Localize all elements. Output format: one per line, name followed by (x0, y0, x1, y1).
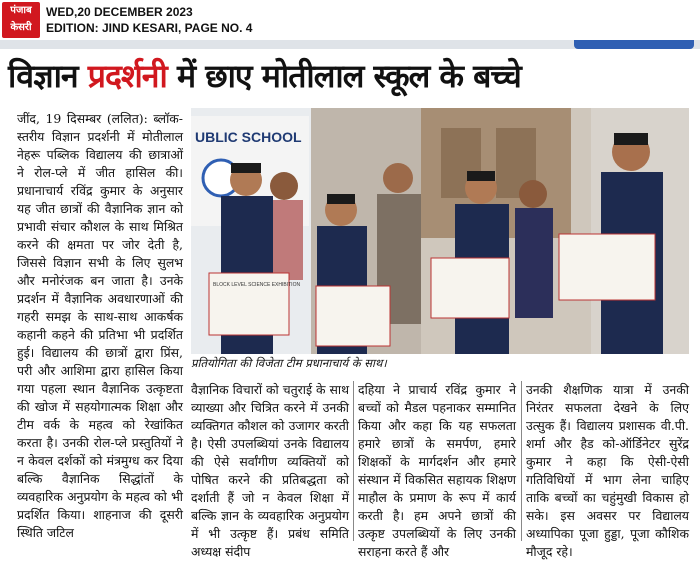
newspaper-logo (2, 2, 40, 38)
column-divider (521, 381, 522, 541)
logo-line2: केसरी (10, 22, 32, 33)
issue-date: WED,20 DECEMBER 2023 (46, 5, 193, 19)
headline (8, 56, 694, 96)
news-photo (191, 108, 689, 354)
article-column-2: वैज्ञानिक विचारों को चतुराई के साथ व्याख्या और चित्रित करने में उनकी व्यक्तिगत कौशल को उजागर करती है। ऐसी उपलब्धियां उनके विद्यालय की ऐसे सर्वांगीण व्यक्तियों को पोषित करने की प्रतिबद्धता को दर्शाती हैं जो न केवल शिक्षा में बल्कि ज्ञान के व्यवहारिक अनुप्रयोग में भी उत्कृष्ट हैं। प्रबंध समिति अध्यक्ष संदीप (191, 382, 349, 559)
edition-info: EDITION: JIND KESARI, PAGE NO. 4 (46, 21, 253, 35)
headline-part1: विज्ञान (8, 57, 88, 95)
column-divider (353, 381, 354, 541)
clipping-top-strip (0, 40, 700, 49)
article-column-4: उनकी शैक्षणिक यात्रा में उनकी निरंतर सफलता देखने के लिए उत्सुक हैं। विद्यालय प्रशासक वी.पी. शर्मा और हैड को-ऑर्डिनेटर सुरेंद्र कुमार ने कहा कि ऐसी-ऐसी गतिविधियों में भाग लेना चाहिए ताकि बच्चों का चहुंमुखी विकास हो सके। इस अवसर पर विद्यालय अध्यापिका पूजा हुड्डा, पूजा कौशिक मौजूद रहे। (526, 382, 689, 559)
headline-highlight: प्रदर्शनी (87, 57, 167, 95)
page-header (0, 0, 700, 40)
photo-caption: प्रतियोगिता की विजेता टीम प्रधानाचार्य के साथ। (191, 356, 387, 370)
group-photo-illustration (191, 108, 689, 354)
headline-part3: में छाए मोतीलाल स्कूल के बच्चे (166, 57, 521, 95)
article-column-1: जींद, 19 दिसम्बर (ललित): ब्लॉक-स्तरीय विज्ञान प्रदर्शनी में मोतीलाल नेहरू पब्लिक विद्यालय की छात्राओं ने रोल-प्ले में जीत हासिल की। प्रधानाचार्य रविंद्र कुमार के अनुसार यह जीत छात्रों की वैज्ञानिक ज्ञान को प्रभावी संचार कौशल के साथ मिश्रित करने की क्षमता पर जोर देती है, जिससे विज्ञान सभी के लिए सुलभ और मनोरंजक बन जाता है। उनके प्रदर्शन में वैज्ञानिक अवधारणाओं की गहरी समझ के साथ-साथ आकर्षक कहानी कहने की प्रतिभा भी प्रदर्शित हुई। विद्यालय की छात्रों द्वारा प्रिंस, परी और आशिमा द्वारा हासिल किया गया पहला स्थान वैज्ञानिक उत्कृष्टता की खोज में सहयोगात्मक शिक्षा और टीम वर्क के महत्व को रेखांकित करता है। उनकी रोल-प्ले प्रस्तुतियों ने न केवल दर्शकों को मंत्रमुग्ध कर दिया बल्कि वैज्ञानिक सिद्धांतों के व्यवहारिक अनुप्रयोग के महत्व को भी प्रदर्शित किया। शाहनाज की दूसरी स्थिति जटिल (17, 111, 183, 540)
certificate-title: BLOCK LEVEL SCIENCE EXHIBITION (213, 282, 301, 288)
blue-strip-fragment (574, 40, 694, 49)
school-banner-text: UBLIC SCHOOL (195, 129, 302, 145)
logo-line1: पंजाब (10, 5, 32, 16)
article-column-3: दहिया ने प्राचार्य रविंद्र कुमार ने बच्चों को मैडल पहनाकर सम्मानित किया और कहा कि यह सफलता हमारे छात्रों के समर्पण, हमारे शिक्षकों के मार्गदर्शन और हमारे संस्थान में विकसित सहायक शिक्षण माहौल के प्रमाण के रूप में कार्य करती है। हम अपने छात्रों की उत्कृष्ट उपलब्धियों के लिए उनकी सराहना करते हैं और (358, 382, 516, 559)
